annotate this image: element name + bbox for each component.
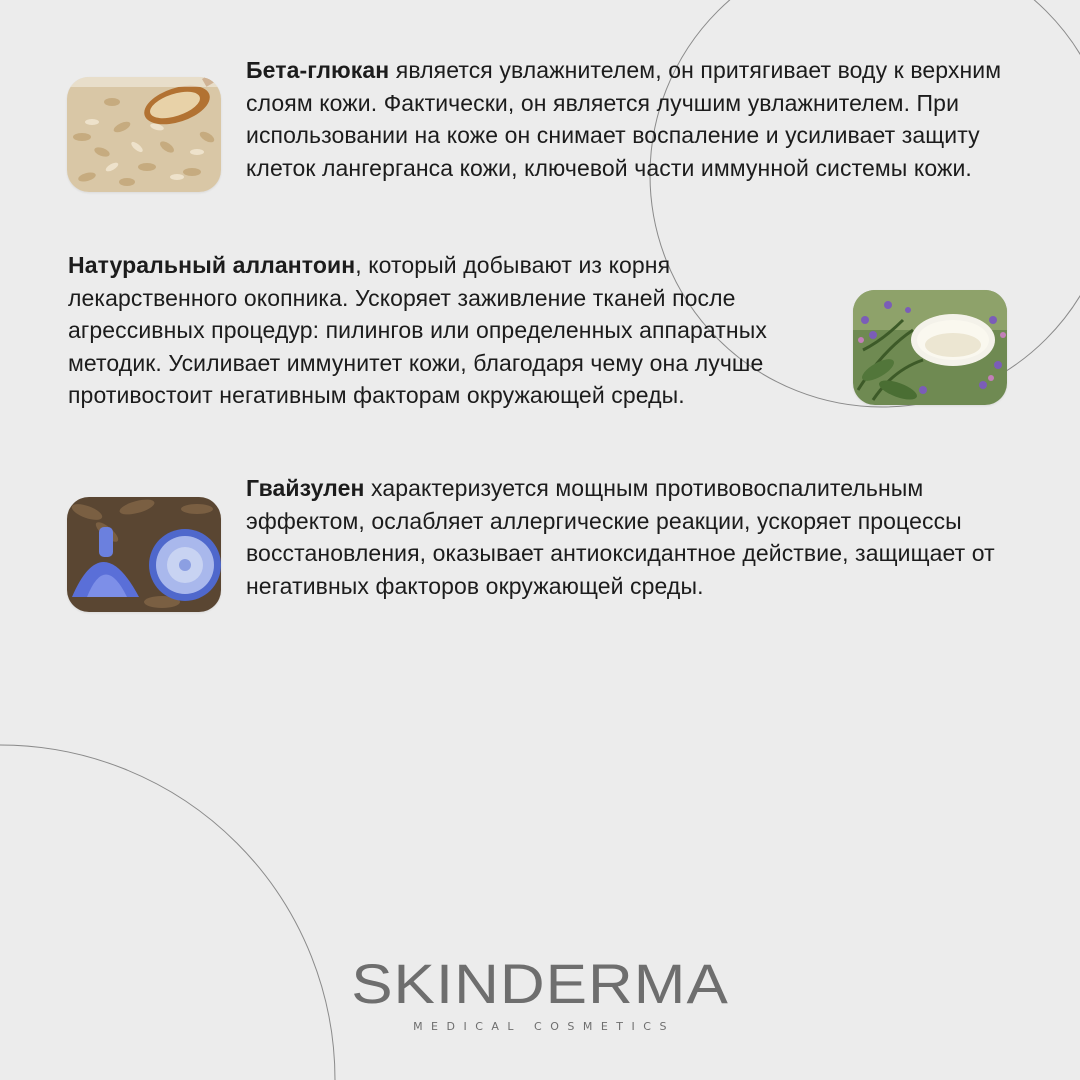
logo-tagline: MEDICAL COSMETICS [413,1020,675,1033]
guaiazulene-paragraph [246,472,1036,602]
paragraph-title: Бета-глюкан [246,57,390,83]
allantoin-paragraph [68,249,838,412]
comfrey-cream-image [853,290,1007,405]
paragraph-text: характеризуется мощным противовоспалительным эффектом, ослабляет аллергические реакции, ускоряет процессы восстановления, оказывает антиоксидантное действие, защищает от негативных факторов окружающей среды. [246,475,995,599]
paragraph-text: является увлажнителем, он притягивает воду к верхним слоям кожи. Фактически, он является лучшим увлажнителем. При использовании на коже он снимает воспаление и усиливает защиту клеток лангерганса кожи, ключевой части иммунной системы кожи. [246,57,1002,181]
logo-brand: SKINDERMA [351,953,729,1016]
oat-flakes-image [67,77,221,192]
paragraph-text: , который добывают из корня лекарственного окопника. Ускоряет заживление тканей после агрессивных процедур: пилингов или определенных аппаратных методик. Усиливает иммунитет кожи, благодаря чему она лучше противостоит негативным факторам окружающей среды. [68,252,767,408]
beta-glucan-paragraph [246,54,1036,184]
paragraph-title: Натуральный аллантоин [68,252,356,278]
blue-mushrooms-image [67,497,221,612]
paragraph-title: Гвайзулен [246,475,365,501]
skinderma-logo [0,950,1080,1033]
